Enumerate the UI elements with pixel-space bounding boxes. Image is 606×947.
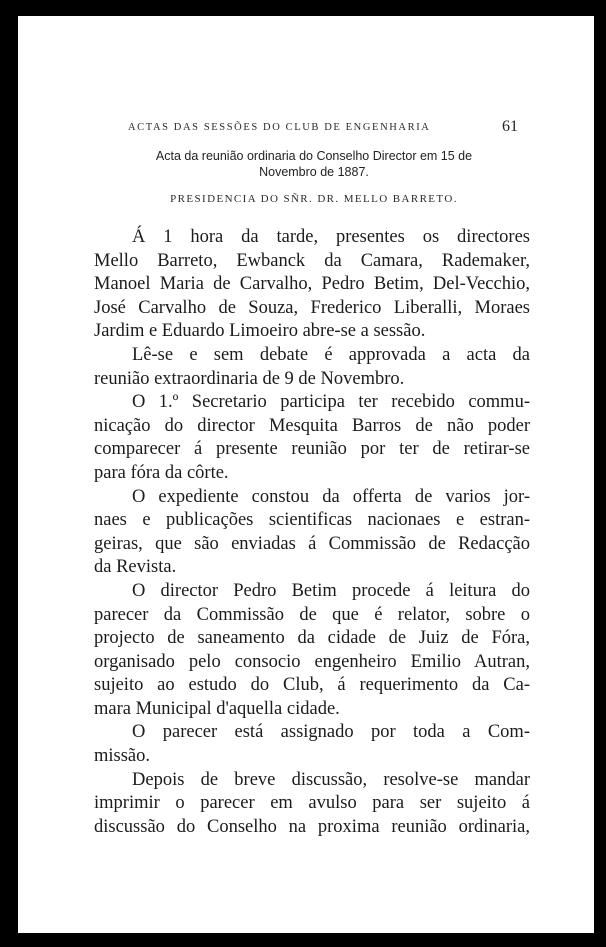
minutes-body <box>94 226 530 839</box>
text-line: projecto de saneamento da cidade de Juiz de Fóra, <box>94 628 530 649</box>
text-line: da Revista. <box>94 557 177 578</box>
text-line: Jardim e Eduardo Limoeiro abre-se a sessão. <box>94 321 426 342</box>
text-line: nicação do director Mesquita Barros de não poder <box>94 415 530 436</box>
text-line: naes e publicações scientificas nacionaes e estran- <box>94 510 530 531</box>
heading-line-1: Acta da reunião ordinaria do Conselho Director em 15 de <box>155 149 473 163</box>
presidency-line: PRESIDENCIA DO SÑR. DR. MELLO BARRETO. <box>170 193 458 205</box>
text-line: Lê-se e sem debate é approvada a acta da <box>132 344 530 365</box>
text-line: Manoel Maria de Carvalho, Pedro Betim, Del-Vecchio, <box>94 274 530 295</box>
text-line: José Carvalho de Souza, Frederico Liberalli, Moraes <box>94 297 530 318</box>
text-line: O director Pedro Betim procede á leitura do <box>132 580 530 601</box>
text-line: geiras, que são enviadas á Commissão de Redacção <box>94 533 530 554</box>
paragraph <box>94 344 530 391</box>
running-title: ACTAS DAS SESSÕES DO CLUB DE ENGENHARIA <box>128 122 431 133</box>
text-line: O 1.º Secretario participa ter recebido commu- <box>132 392 530 413</box>
text-line: organisado pelo consocio engenheiro Emilio Autran, <box>94 651 530 672</box>
text-line: sujeito ao estudo do Club, á requerimento da Ca- <box>94 675 530 696</box>
text-line: para fóra da côrte. <box>94 462 229 483</box>
book-spine-edge <box>0 0 18 947</box>
paragraph <box>94 769 530 840</box>
text-line: imprimir o parecer em avulso para ser sujeito á <box>94 793 530 814</box>
text-line: Á 1 hora da tarde, presentes os directores <box>132 227 530 247</box>
paragraph <box>94 721 530 768</box>
text-line: reunião extraordinaria de 9 de Novembro. <box>94 368 405 389</box>
text-line: O parecer está assignado por toda a Com- <box>132 722 530 743</box>
minutes-heading <box>114 148 514 180</box>
text-line: Depois de breve discussão, resolve-se mandar <box>132 769 530 790</box>
text-line: parecer da Commissão de que é relator, sobre o <box>94 604 530 625</box>
text-line: missão. <box>94 746 151 767</box>
page-number: 61 <box>502 118 518 135</box>
paragraph <box>94 580 530 722</box>
text-line: mara Municipal d'aquella cidade. <box>94 698 340 719</box>
text-line: O expediente constou da offerta de varios jor- <box>132 486 530 507</box>
book-page <box>18 16 594 933</box>
heading-line-2: Novembro de 1887. <box>259 165 369 179</box>
paragraph <box>94 226 530 344</box>
running-head <box>18 116 594 140</box>
paragraph <box>94 391 530 485</box>
text-line: discussão do Conselho na proxima reunião ordinaria, <box>94 816 530 837</box>
paragraph <box>94 486 530 580</box>
text-line: comparecer á presente reunião por ter de retirar-se <box>94 439 530 460</box>
text-line: Mello Barreto, Ewbanck da Camara, Rademaker, <box>94 250 530 271</box>
